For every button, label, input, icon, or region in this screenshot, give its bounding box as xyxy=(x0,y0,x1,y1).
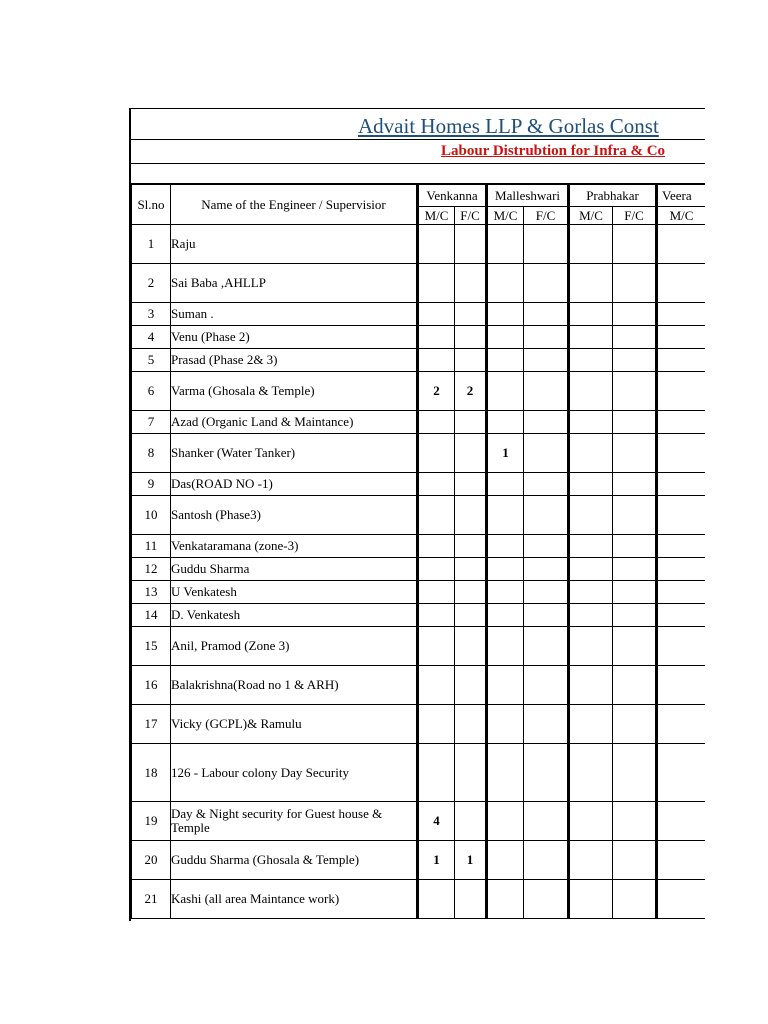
row-count-cell xyxy=(455,666,487,705)
row-count-cell xyxy=(455,496,487,535)
row-count-cell xyxy=(613,434,657,473)
row-count-cell xyxy=(524,473,569,496)
header-sl-no: Sl.no xyxy=(132,185,171,225)
row-count-cell xyxy=(487,372,524,411)
header-group-malleshwari: Malleshwari xyxy=(487,185,569,207)
row-supervisor-name: Day & Night security for Guest house & Temple xyxy=(171,802,418,841)
table-row xyxy=(132,264,706,303)
row-count-cell xyxy=(613,225,657,264)
row-count-cell xyxy=(524,744,569,802)
row-supervisor-name: Venkataramana (zone-3) xyxy=(171,535,418,558)
row-count-cell xyxy=(524,604,569,627)
row-count-cell xyxy=(657,326,705,349)
row-count-cell xyxy=(569,880,613,919)
row-supervisor-name: Anil, Pramod (Zone 3) xyxy=(171,627,418,666)
row-count-cell: 1 xyxy=(487,434,524,473)
row-count-cell xyxy=(487,496,524,535)
row-count-cell xyxy=(657,349,705,372)
row-count-cell xyxy=(657,558,705,581)
row-supervisor-name: Balakrishna(Road no 1 & ARH) xyxy=(171,666,418,705)
row-count-cell xyxy=(524,372,569,411)
row-count-cell xyxy=(569,705,613,744)
row-count-cell xyxy=(657,604,705,627)
row-count-cell xyxy=(569,303,613,326)
header-sub-mc: M/C xyxy=(657,207,705,225)
row-count-cell xyxy=(569,264,613,303)
row-count-cell: 1 xyxy=(455,841,487,880)
row-count-cell xyxy=(613,744,657,802)
row-count-cell xyxy=(524,581,569,604)
blank-row xyxy=(131,164,705,184)
row-count-cell xyxy=(657,627,705,666)
row-supervisor-name: Guddu Sharma (Ghosala & Temple) xyxy=(171,841,418,880)
row-count-cell xyxy=(524,880,569,919)
row-count-cell xyxy=(657,264,705,303)
header-sub-mc: M/C xyxy=(418,207,455,225)
row-count-cell xyxy=(657,496,705,535)
row-count-cell xyxy=(487,581,524,604)
row-count-cell xyxy=(569,604,613,627)
row-count-cell xyxy=(487,705,524,744)
table-row xyxy=(132,535,706,558)
row-sl-no: 20 xyxy=(132,841,171,880)
row-count-cell xyxy=(524,666,569,705)
row-count-cell xyxy=(524,627,569,666)
row-sl-no: 8 xyxy=(132,434,171,473)
row-supervisor-name: 126 - Labour colony Day Security xyxy=(171,744,418,802)
row-sl-no: 4 xyxy=(132,326,171,349)
row-count-cell: 2 xyxy=(418,372,455,411)
row-sl-no: 19 xyxy=(132,802,171,841)
row-count-cell xyxy=(569,473,613,496)
row-count-cell xyxy=(524,841,569,880)
row-count-cell xyxy=(455,627,487,666)
row-count-cell xyxy=(524,434,569,473)
row-count-cell xyxy=(657,473,705,496)
row-count-cell xyxy=(487,264,524,303)
row-count-cell xyxy=(569,411,613,434)
row-count-cell xyxy=(657,411,705,434)
table-row xyxy=(132,372,706,411)
row-count-cell xyxy=(418,581,455,604)
row-count-cell xyxy=(657,666,705,705)
row-supervisor-name: Shanker (Water Tanker) xyxy=(171,434,418,473)
row-count-cell xyxy=(524,705,569,744)
row-count-cell: 2 xyxy=(455,372,487,411)
row-sl-no: 21 xyxy=(132,880,171,919)
row-count-cell xyxy=(569,666,613,705)
row-count-cell xyxy=(455,303,487,326)
row-count-cell xyxy=(569,802,613,841)
row-count-cell xyxy=(613,496,657,535)
row-count-cell xyxy=(657,705,705,744)
table-row xyxy=(132,744,706,802)
row-count-cell xyxy=(455,349,487,372)
title-row xyxy=(131,109,705,140)
table-body xyxy=(132,185,706,919)
spreadsheet-page xyxy=(129,108,705,921)
header-sub-mc: M/C xyxy=(569,207,613,225)
row-count-cell xyxy=(455,535,487,558)
row-supervisor-name: Varma (Ghosala & Temple) xyxy=(171,372,418,411)
header-name: Name of the Engineer / Supervisior xyxy=(171,185,418,225)
table-row xyxy=(132,604,706,627)
row-count-cell xyxy=(524,225,569,264)
row-count-cell xyxy=(613,326,657,349)
row-count-cell xyxy=(524,558,569,581)
row-count-cell: 4 xyxy=(418,802,455,841)
row-count-cell xyxy=(613,372,657,411)
row-count-cell xyxy=(455,326,487,349)
row-count-cell xyxy=(613,802,657,841)
row-count-cell xyxy=(613,841,657,880)
row-count-cell xyxy=(418,225,455,264)
row-count-cell xyxy=(455,802,487,841)
row-count-cell: 1 xyxy=(418,841,455,880)
row-count-cell xyxy=(487,473,524,496)
row-count-cell xyxy=(613,581,657,604)
table-row xyxy=(132,303,706,326)
row-count-cell xyxy=(657,802,705,841)
row-count-cell xyxy=(613,535,657,558)
row-sl-no: 11 xyxy=(132,535,171,558)
row-count-cell xyxy=(455,705,487,744)
table-row xyxy=(132,558,706,581)
table-row xyxy=(132,496,706,535)
row-count-cell xyxy=(613,627,657,666)
row-count-cell xyxy=(524,349,569,372)
table-row xyxy=(132,627,706,666)
table-row xyxy=(132,841,706,880)
row-count-cell xyxy=(613,880,657,919)
row-count-cell xyxy=(418,303,455,326)
row-count-cell xyxy=(657,303,705,326)
row-count-cell xyxy=(657,744,705,802)
row-sl-no: 3 xyxy=(132,303,171,326)
row-count-cell xyxy=(418,496,455,535)
row-sl-no: 10 xyxy=(132,496,171,535)
row-count-cell xyxy=(569,558,613,581)
row-count-cell xyxy=(524,326,569,349)
row-count-cell xyxy=(657,434,705,473)
row-supervisor-name: D. Venkatesh xyxy=(171,604,418,627)
row-supervisor-name: Guddu Sharma xyxy=(171,558,418,581)
row-count-cell xyxy=(455,744,487,802)
row-count-cell xyxy=(657,581,705,604)
row-count-cell xyxy=(524,264,569,303)
labour-table xyxy=(131,184,705,919)
row-count-cell xyxy=(524,802,569,841)
header-sub-fc: F/C xyxy=(524,207,569,225)
row-count-cell xyxy=(657,535,705,558)
row-count-cell xyxy=(418,627,455,666)
row-count-cell xyxy=(569,496,613,535)
table-row xyxy=(132,225,706,264)
row-count-cell xyxy=(418,666,455,705)
row-count-cell xyxy=(613,666,657,705)
row-count-cell xyxy=(455,264,487,303)
row-count-cell xyxy=(569,434,613,473)
row-count-cell xyxy=(657,225,705,264)
sheet-subtitle: Labour Distrubtion for Infra & Co xyxy=(441,143,666,159)
header-group-prabhakar: Prabhakar xyxy=(569,185,657,207)
row-count-cell xyxy=(418,434,455,473)
row-count-cell xyxy=(524,496,569,535)
subtitle-row xyxy=(131,140,705,164)
row-count-cell xyxy=(455,225,487,264)
row-count-cell xyxy=(569,372,613,411)
row-count-cell xyxy=(487,411,524,434)
header-group-veera: Veera xyxy=(657,185,705,207)
row-count-cell xyxy=(569,841,613,880)
row-count-cell xyxy=(455,473,487,496)
table-row xyxy=(132,349,706,372)
row-sl-no: 12 xyxy=(132,558,171,581)
row-supervisor-name: Kashi (all area Maintance work) xyxy=(171,880,418,919)
row-count-cell xyxy=(569,326,613,349)
row-count-cell xyxy=(657,880,705,919)
row-sl-no: 13 xyxy=(132,581,171,604)
table-row xyxy=(132,434,706,473)
row-count-cell xyxy=(418,411,455,434)
row-count-cell xyxy=(569,627,613,666)
row-sl-no: 16 xyxy=(132,666,171,705)
row-supervisor-name: Raju xyxy=(171,225,418,264)
header-group-venkanna: Venkanna xyxy=(418,185,487,207)
row-count-cell xyxy=(418,744,455,802)
row-count-cell xyxy=(418,473,455,496)
row-count-cell xyxy=(569,581,613,604)
row-count-cell xyxy=(613,411,657,434)
table-row xyxy=(132,411,706,434)
row-count-cell xyxy=(487,666,524,705)
row-supervisor-name: Sai Baba ,AHLLP xyxy=(171,264,418,303)
row-count-cell xyxy=(487,880,524,919)
row-count-cell xyxy=(613,303,657,326)
row-count-cell xyxy=(569,349,613,372)
row-count-cell xyxy=(613,473,657,496)
table-row xyxy=(132,880,706,919)
row-sl-no: 9 xyxy=(132,473,171,496)
row-count-cell xyxy=(524,411,569,434)
row-sl-no: 1 xyxy=(132,225,171,264)
header-sub-fc: F/C xyxy=(613,207,657,225)
row-sl-no: 7 xyxy=(132,411,171,434)
row-count-cell xyxy=(455,411,487,434)
row-sl-no: 18 xyxy=(132,744,171,802)
row-sl-no: 14 xyxy=(132,604,171,627)
row-sl-no: 17 xyxy=(132,705,171,744)
header-sub-fc: F/C xyxy=(455,207,487,225)
row-supervisor-name: Das(ROAD NO -1) xyxy=(171,473,418,496)
row-count-cell xyxy=(657,841,705,880)
row-count-cell xyxy=(569,225,613,264)
row-count-cell xyxy=(418,349,455,372)
row-sl-no: 5 xyxy=(132,349,171,372)
row-count-cell xyxy=(487,349,524,372)
row-count-cell xyxy=(487,303,524,326)
row-count-cell xyxy=(487,841,524,880)
row-count-cell xyxy=(487,535,524,558)
row-count-cell xyxy=(455,581,487,604)
row-count-cell xyxy=(418,705,455,744)
row-count-cell xyxy=(524,303,569,326)
row-sl-no: 6 xyxy=(132,372,171,411)
row-count-cell xyxy=(569,744,613,802)
row-count-cell xyxy=(455,558,487,581)
row-count-cell xyxy=(613,705,657,744)
row-count-cell xyxy=(657,372,705,411)
row-supervisor-name: Suman . xyxy=(171,303,418,326)
row-count-cell xyxy=(455,434,487,473)
row-supervisor-name: Vicky (GCPL)& Ramulu xyxy=(171,705,418,744)
row-count-cell xyxy=(487,558,524,581)
sheet-title: Advait Homes LLP & Gorlas Const xyxy=(358,114,659,138)
row-count-cell xyxy=(418,326,455,349)
header-row-groups xyxy=(132,185,706,207)
row-count-cell xyxy=(418,535,455,558)
row-supervisor-name: Prasad (Phase 2& 3) xyxy=(171,349,418,372)
row-count-cell xyxy=(487,744,524,802)
row-count-cell xyxy=(487,802,524,841)
row-count-cell xyxy=(418,558,455,581)
table-row xyxy=(132,473,706,496)
row-supervisor-name: Azad (Organic Land & Maintance) xyxy=(171,411,418,434)
table-row xyxy=(132,705,706,744)
row-count-cell xyxy=(418,264,455,303)
row-count-cell xyxy=(455,604,487,627)
row-sl-no: 15 xyxy=(132,627,171,666)
row-count-cell xyxy=(487,225,524,264)
row-count-cell xyxy=(613,558,657,581)
row-count-cell xyxy=(487,326,524,349)
header-sub-mc: M/C xyxy=(487,207,524,225)
table-row xyxy=(132,326,706,349)
row-sl-no: 2 xyxy=(132,264,171,303)
row-count-cell xyxy=(569,535,613,558)
row-count-cell xyxy=(613,604,657,627)
row-count-cell xyxy=(487,604,524,627)
row-count-cell xyxy=(613,264,657,303)
row-count-cell xyxy=(418,880,455,919)
row-count-cell xyxy=(455,880,487,919)
row-count-cell xyxy=(524,535,569,558)
row-count-cell xyxy=(613,349,657,372)
table-row xyxy=(132,581,706,604)
row-count-cell xyxy=(418,604,455,627)
row-supervisor-name: Santosh (Phase3) xyxy=(171,496,418,535)
row-count-cell xyxy=(487,627,524,666)
table-row xyxy=(132,802,706,841)
row-supervisor-name: U Venkatesh xyxy=(171,581,418,604)
table-row xyxy=(132,666,706,705)
row-supervisor-name: Venu (Phase 2) xyxy=(171,326,418,349)
